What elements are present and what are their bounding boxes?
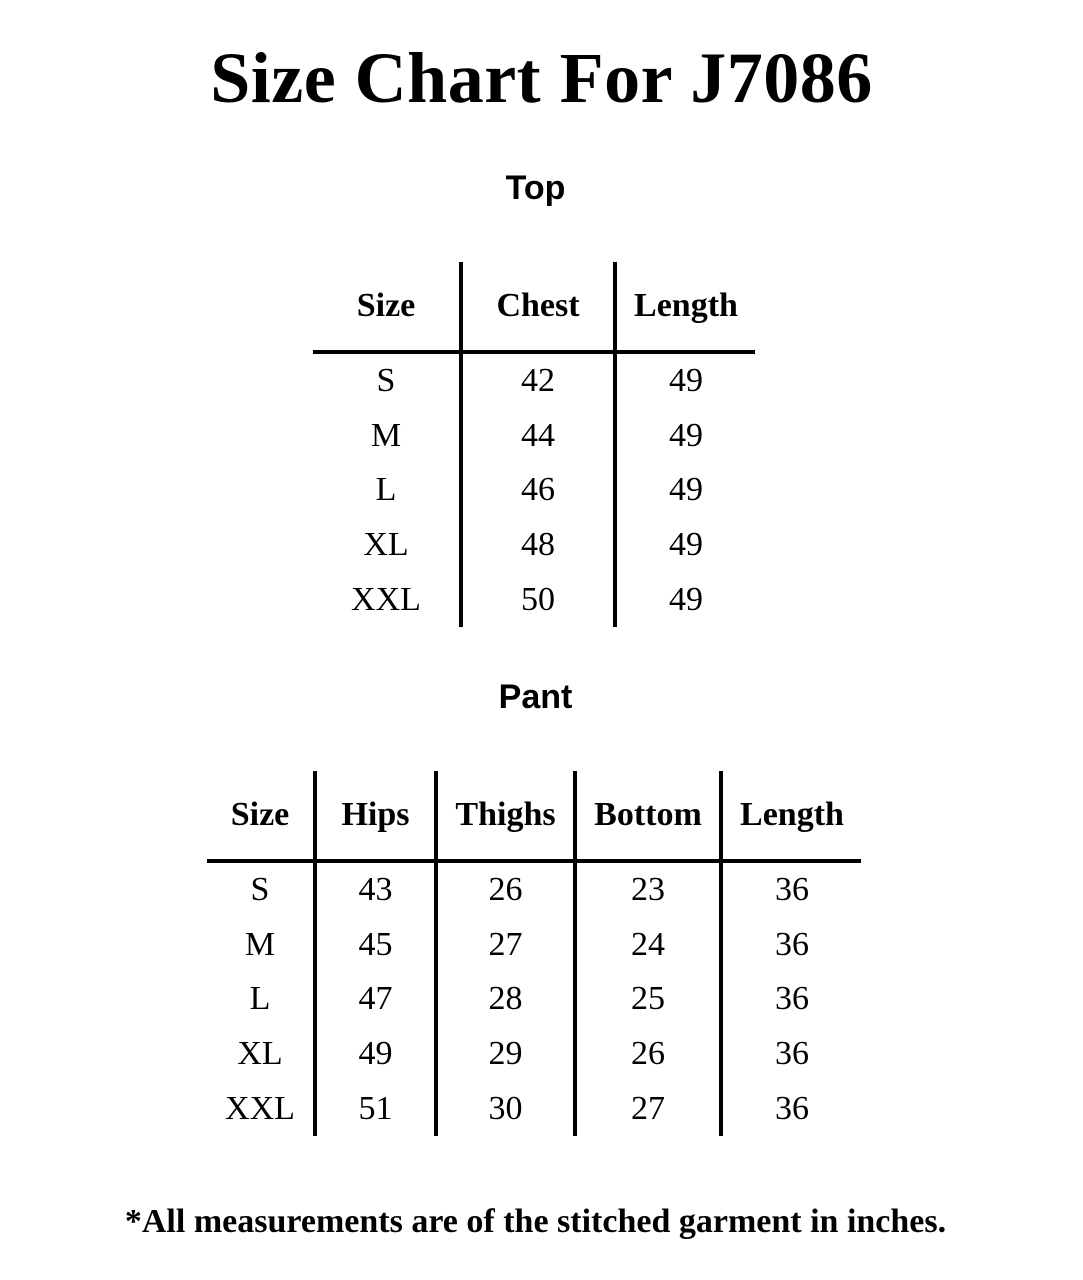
bottom-cell: 23 — [575, 861, 721, 918]
size-cell: XXL — [225, 1089, 295, 1127]
chest-cell: 48 — [461, 518, 615, 573]
top-section-title: Top — [505, 169, 566, 207]
table-row — [207, 1027, 861, 1082]
pant-section-title: Pant — [498, 678, 573, 716]
size-cell: M — [244, 925, 276, 963]
size-cell: S — [376, 362, 396, 400]
column-header-size: Size — [207, 771, 315, 861]
size-cell: XL — [237, 1035, 283, 1073]
measurement-footnote: *All measurements are of the stitched garment in inches. — [124, 1203, 947, 1240]
table-row — [207, 1081, 861, 1136]
column-header-thighs: Thighs — [436, 771, 575, 861]
table-row — [207, 972, 861, 1027]
length-cell: 49 — [615, 352, 755, 409]
length-cell: 49 — [615, 409, 755, 464]
table-row — [313, 463, 755, 518]
size-cell: L — [375, 471, 397, 509]
thighs-cell: 28 — [436, 972, 575, 1027]
bottom-cell: 27 — [575, 1081, 721, 1136]
size-cell: S — [250, 871, 270, 909]
top-size-table — [313, 262, 755, 627]
column-header-length: Length — [721, 771, 861, 861]
length-cell: 36 — [721, 1081, 861, 1136]
bottom-cell: 24 — [575, 918, 721, 973]
thighs-cell: 29 — [436, 1027, 575, 1082]
length-cell: 36 — [721, 861, 861, 918]
table-header-row — [313, 262, 755, 352]
thighs-cell: 30 — [436, 1081, 575, 1136]
column-header-chest: Chest — [461, 262, 615, 352]
hips-cell: 45 — [315, 918, 436, 973]
table-row — [207, 861, 861, 918]
bottom-cell: 25 — [575, 972, 721, 1027]
size-cell: L — [249, 980, 271, 1018]
column-header-size: Size — [313, 262, 461, 352]
hips-cell: 51 — [315, 1081, 436, 1136]
column-header-length: Length — [615, 262, 755, 352]
length-cell: 36 — [721, 1027, 861, 1082]
hips-cell: 49 — [315, 1027, 436, 1082]
table-header-row — [207, 771, 861, 861]
chest-cell: 46 — [461, 463, 615, 518]
length-cell: 49 — [615, 463, 755, 518]
chest-cell: 50 — [461, 572, 615, 627]
column-header-bottom: Bottom — [575, 771, 721, 861]
table-row — [313, 409, 755, 464]
page-title: Size Chart For J7086 — [210, 38, 873, 118]
size-cell: XXL — [351, 580, 421, 618]
bottom-cell: 26 — [575, 1027, 721, 1082]
length-cell: 49 — [615, 572, 755, 627]
length-cell: 49 — [615, 518, 755, 573]
thighs-cell: 27 — [436, 918, 575, 973]
length-cell: 36 — [721, 918, 861, 973]
pant-size-table — [207, 771, 861, 1136]
hips-cell: 43 — [315, 861, 436, 918]
table-row — [313, 572, 755, 627]
length-cell: 36 — [721, 972, 861, 1027]
size-cell: M — [370, 416, 402, 454]
table-row — [313, 518, 755, 573]
chest-cell: 44 — [461, 409, 615, 464]
chest-cell: 42 — [461, 352, 615, 409]
table-row — [313, 352, 755, 409]
column-header-hips: Hips — [315, 771, 436, 861]
hips-cell: 47 — [315, 972, 436, 1027]
table-row — [207, 918, 861, 973]
size-cell: XL — [363, 526, 409, 564]
thighs-cell: 26 — [436, 861, 575, 918]
